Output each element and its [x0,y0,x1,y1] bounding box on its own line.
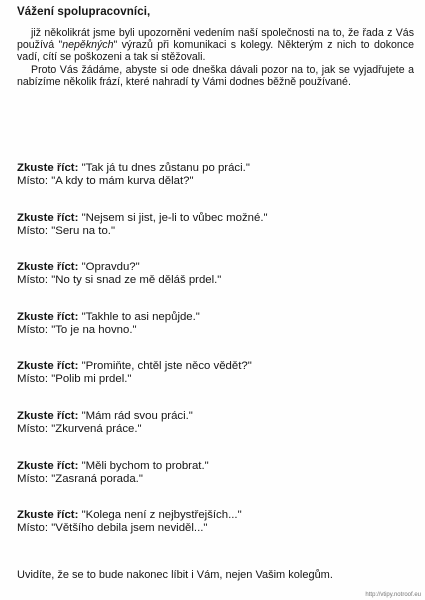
instead-label: Místo: [17,422,49,435]
instead-line [17,324,417,337]
say-text: "Kolega není z nejbystřejších..." [81,509,242,522]
instead-line [17,373,417,386]
say-line [17,460,417,473]
intro-text [17,27,414,88]
instead-text: "A kdy to mám kurva dělat?" [51,175,194,187]
intro-paragraph-2: Proto Vás žádáme, abyste si ode dneška dávali pozor na to, jak se vyjadřujete a nabízíme několik frází, které nahradí ty Vámi dodnes běžně používané. [17,63,414,88]
say-line [17,212,417,225]
phrase-pair [17,509,417,559]
intro-paragraph-1-start: již několikrát jsme byli upozorněni vedením naší společnosti na to, že řada z Vás používá " [17,27,414,52]
intro-paragraph-1 [17,27,414,64]
say-line [17,162,417,175]
say-text: "Tak já tu dnes zůstanu po práci." [81,162,250,174]
instead-line [17,225,417,238]
instead-label: Místo: [17,274,49,287]
instead-text: "To je na hovno." [51,323,137,336]
say-label: Zkuste říct: [17,509,79,522]
phrase-pair [17,212,417,262]
intro-paragraph-1-end: " výrazů při komunikaci s kolegy. Některým z nich to dokonce vadí, cítí se poškozeni a tak si stěžovali. [17,39,414,64]
phrase-pair [17,460,417,510]
instead-line [17,423,417,436]
instead-label: Místo: [17,175,49,187]
say-line [17,410,417,423]
instead-label: Místo: [17,522,49,535]
phrase-pair [17,311,417,361]
say-label: Zkuste říct: [17,310,79,323]
instead-line [17,473,417,486]
phrase-pair [17,360,417,410]
say-text: "Opravdu?" [81,261,140,274]
instead-text: "Většího debila jsem neviděl..." [51,522,208,535]
closing-sentence: Uvidíte, že se to bude nakonec líbit i Vám, nejen Vašim kolegům. [17,569,333,581]
instead-text: "Seru na to." [51,224,115,237]
say-line [17,509,417,522]
instead-label: Místo: [17,323,49,336]
say-label: Zkuste říct: [17,360,79,373]
say-text: "Promiňte, chtěl jste něco vědět?" [81,360,252,373]
instead-label: Místo: [17,472,49,485]
instead-label: Místo: [17,224,49,237]
say-line [17,360,417,373]
say-text: "Mám rád svou práci." [81,409,193,422]
source-watermark: http://vtipy.notroof.eu [365,592,421,598]
say-label: Zkuste říct: [17,409,79,422]
greeting-heading: Vážení spolupracovníci, [17,6,151,18]
say-label: Zkuste říct: [17,459,79,472]
instead-line [17,274,417,287]
phrase-pair [17,410,417,460]
say-label: Zkuste říct: [17,162,79,174]
instead-text: "Zkurvená práce." [51,422,142,435]
instead-label: Místo: [17,373,49,386]
instead-text: "Polib mi prdel." [51,373,132,386]
say-line [17,311,417,324]
say-label: Zkuste říct: [17,211,79,224]
phrase-pair [17,261,417,311]
instead-line [17,522,417,535]
intro-emphasis: nepěkných [62,39,114,52]
phrase-pair [17,162,417,212]
instead-text: "No ty si snad ze mě děláš prdel." [51,274,222,287]
phrase-list [17,162,417,559]
instead-line [17,175,417,188]
say-line [17,261,417,274]
say-text: "Nejsem si jist, je-li to vůbec možné." [81,211,268,224]
say-text: "Takhle to asi nepůjde." [81,310,200,323]
say-label: Zkuste říct: [17,261,79,274]
say-text: "Měli bychom to probrat." [81,459,209,472]
instead-text: "Zasraná porada." [51,472,143,485]
